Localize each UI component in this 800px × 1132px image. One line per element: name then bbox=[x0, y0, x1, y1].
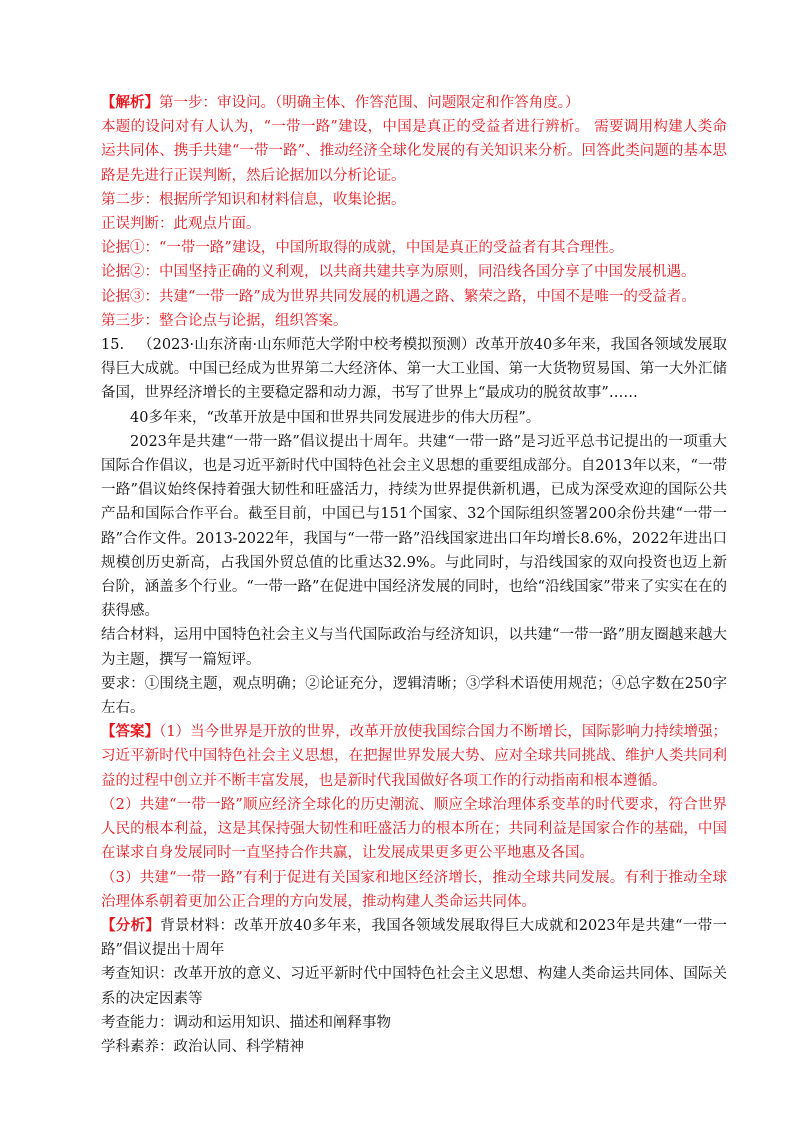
analysis2-ability: 考查能力：调动和运用知识、描述和阐释事物 bbox=[101, 1014, 391, 1031]
answer-point2: （2）共建“一带一路”顺应经济全球化的历史潮流、顺应全球治理体系变革的时代要求，符合世界人民的根本利益，这是其保持强大韧性和旺盛活力的根本所在；共同利益是国家合作的基础，中国在谋求自身发展同时一直坚持合作共赢，让发展成果更多更公平地惠及各国。 bbox=[101, 796, 727, 862]
analysis2-knowledge: 考查知识：改革开放的意义、习近平新时代中国特色社会主义思想、构建人类命运共同体、国际关系的决定因素等 bbox=[101, 966, 727, 1007]
question-para3: 2023年是共建“一带一路”倡议提出十周年。共建“一带一路”是习近平总书记提出的一项重大国际合作倡议，也是习近平新时代中国特色社会主义思想的重要组成部分。自2013年以来，“一带一路”倡议始终保持着强大韧性和旺盛活力，持续为世界提供新机遇，已成为深受欢迎的国际公共产品和国际合作平台。截至目前，中国已与151个国家、32个国际组织签署200余份共建“一带一路”合作文件。2013-2022年，我国与“一带一路”沿线国家进出口年均增长8.6%，2022年进出口规模创历史新高，占我国外贸总值的比重达32.9%。与此同时，与沿线国家的双向投资也迈上新台阶，涵盖多个行业。“一带一路”在促进中国经济发展的同时，也给“沿线国家”带来了实实在在的获得感。 bbox=[101, 433, 727, 620]
analysis-arg2: 论据②：中国坚持正确的义利观，以共商共建共享为原则，同沿线各国分享了中国发展机遇。 bbox=[101, 264, 696, 281]
analysis2-tag: 【分析】 bbox=[101, 916, 161, 934]
analysis-step3: 第三步：整合论点与论据，组织答案。 bbox=[101, 312, 348, 329]
analysis2-background: 【分析】背景材料：改革开放40多年来，我国各领域发展取得巨大成就和2023年是共建“一带一路”倡议提出十周年 bbox=[101, 916, 728, 959]
analysis-step2: 第二步：根据所学知识和材料信息，收集论据。 bbox=[101, 191, 406, 208]
document-content bbox=[101, 91, 727, 1059]
question-task: 结合材料，运用中国特色社会主义与当代国际政治与经济知识，以共建“一带一路”朋友圈越来越大为主题，撰写一篇短评。 bbox=[101, 627, 727, 668]
question-number: 15. bbox=[101, 337, 125, 354]
question-intro: 15. （2023·山东济南·山东师范大学附中校考模拟预测）改革开放40多年来，我国各领域发展取得巨大成就。中国已经成为世界第二大经济体、第一大工业国、第一大货物贸易国、第一大外汇储备国，世界经济增长的主要稳定器和动力源，书写了世界上“最成功的脱贫故事”…… bbox=[101, 337, 727, 402]
question-requirements: 要求：①围绕主题，观点明确；②论证充分，逻辑清晰；③学科术语使用规范；④总字数在250字左右。 bbox=[101, 675, 727, 717]
analysis-arg3: 论据③：共建“一带一路”成为世界共同发展的机遇之路、繁荣之路，中国不是唯一的受益者。 bbox=[101, 288, 696, 305]
question-para2: 40多年来，“改革开放是中国和世界共同发展进步的伟大历程”。 bbox=[130, 409, 541, 426]
analysis-step1: 【解析】第一步：审设问。（明确主体、作答范围、问题限定和作答角度。） bbox=[101, 94, 580, 111]
answer-tag: 【答案】 bbox=[101, 723, 160, 741]
analysis-tag: 【解析】 bbox=[101, 94, 159, 111]
analysis-para1: 本题的设问对有人认为，“一带一路”建设，中国是真正的受益者进行辨析。 需要调用构建人类命运共同体、携手共建“一带一路”、推动经济全球化发展的有关知识来分析。回答此类问题的基本思路是先进行正误判断，然后论据加以分析论证。 bbox=[101, 119, 727, 184]
answer-point3: （3）共建“一带一路”有利于促进有关国家和地区经济增长，推动全球共同发展。有利于推动全球治理体系朝着更加公正合理的方向发展，推动构建人类命运共同体。 bbox=[101, 869, 727, 910]
analysis-judgement: 正误判断：此观点片面。 bbox=[101, 216, 261, 233]
answer-point1: 【答案】（1）当今世界是开放的世界，改革开放使我国综合国力不断增长，国际影响力持续增强；习近平新时代中国特色社会主义思想，在把握世界发展大势、应对全球共同挑战、维护人类共同利益的过程中创立并不断丰富发展，也是新时代我国做好各项工作的行动指南和根本遵循。 bbox=[101, 723, 728, 789]
analysis-arg1: 论据①：“一带一路”建设，中国所取得的成就，中国是真正的受益者有其合理性。 bbox=[101, 240, 624, 257]
analysis2-literacy: 学科素养：政治认同、科学精神 bbox=[101, 1038, 304, 1055]
